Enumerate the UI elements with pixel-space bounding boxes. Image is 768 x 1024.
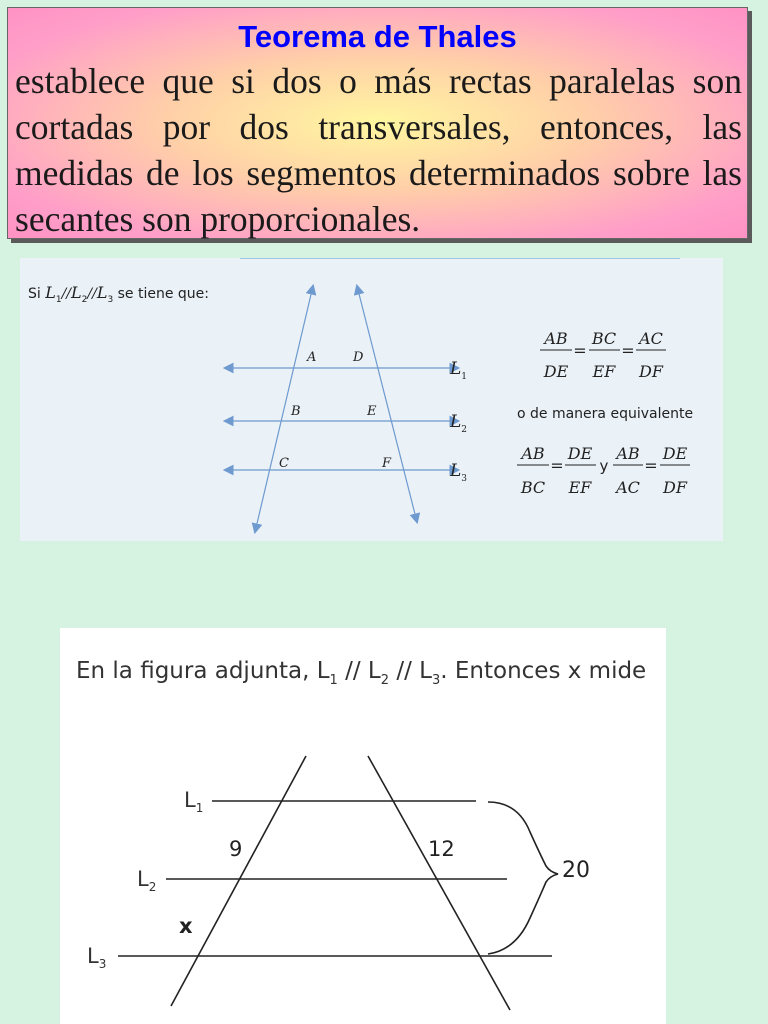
svg-text:y: y <box>599 457 609 475</box>
transversal-right <box>357 286 417 522</box>
transversal-left <box>255 286 313 532</box>
segment-left-value: 9 <box>229 837 243 861</box>
total-value: 20 <box>562 858 590 883</box>
exercise-prompt: En la figura adjunta, $L_1 // L_2 // L_3$. Entonces x mide <box>76 658 647 688</box>
point-e-label: E <box>367 404 377 419</box>
svg-text:DF: DF <box>639 362 663 381</box>
svg-text:AB: AB <box>616 444 640 463</box>
proportion-equation-1 <box>540 329 666 381</box>
theorem-title-box <box>7 7 748 239</box>
svg-text:EF: EF <box>568 478 592 497</box>
point-d-label: D <box>353 350 364 365</box>
svg-text:AC: AC <box>639 329 663 348</box>
proportion-equation-2 <box>517 444 690 497</box>
svg-text:DE: DE <box>567 444 593 463</box>
svg-text:EF: EF <box>592 362 616 381</box>
segment-right-value: 12 <box>428 837 455 861</box>
curly-brace <box>488 802 558 954</box>
exercise-label-l1: $L_1$ <box>184 788 204 815</box>
svg-text:DF: DF <box>663 478 687 497</box>
line-label-l2: $L_2$ <box>450 412 468 435</box>
point-f-label: F <box>382 456 392 471</box>
exercise-diagram <box>60 628 666 1024</box>
equivalent-text: o de manera equivalente <box>517 406 694 422</box>
point-b-label: B <box>291 404 301 419</box>
svg-text:=: = <box>644 456 658 475</box>
unknown-x-label: x <box>179 914 193 938</box>
line-label-l3: $L_3$ <box>450 461 468 484</box>
point-c-label: C <box>279 456 289 471</box>
svg-text:=: = <box>573 341 587 360</box>
exercise-label-l2: $L_2$ <box>137 867 157 894</box>
theorem-statement: establece que si dos o más rectas paralelas son cortadas por dos transversales, entonces, las medidas de los segmentos determinados sobre las secantes son proporcionales. <box>15 61 742 239</box>
svg-text:AC: AC <box>616 478 640 497</box>
line-label-l1: $L_1$ <box>450 359 468 382</box>
svg-text:=: = <box>550 456 564 475</box>
svg-text:AB: AB <box>521 444 545 463</box>
point-a-label: A <box>307 350 317 365</box>
exercise-transversal-right <box>368 756 510 1010</box>
svg-text:AB: AB <box>544 329 568 348</box>
page-title: Teorema de Thales <box>238 19 517 54</box>
intro-text: Si $L_1//L_2//L_3$ se tiene que: <box>28 283 210 305</box>
exercise-panel <box>60 628 666 1024</box>
svg-text:BC: BC <box>520 478 546 497</box>
svg-text:=: = <box>621 341 635 360</box>
svg-text:BC: BC <box>591 329 617 348</box>
exercise-label-l3: $L_3$ <box>87 944 107 971</box>
theorem-figure-panel <box>20 258 723 541</box>
svg-text:DE: DE <box>543 362 569 381</box>
svg-text:DE: DE <box>662 444 688 463</box>
theorem-diagram <box>20 258 723 541</box>
